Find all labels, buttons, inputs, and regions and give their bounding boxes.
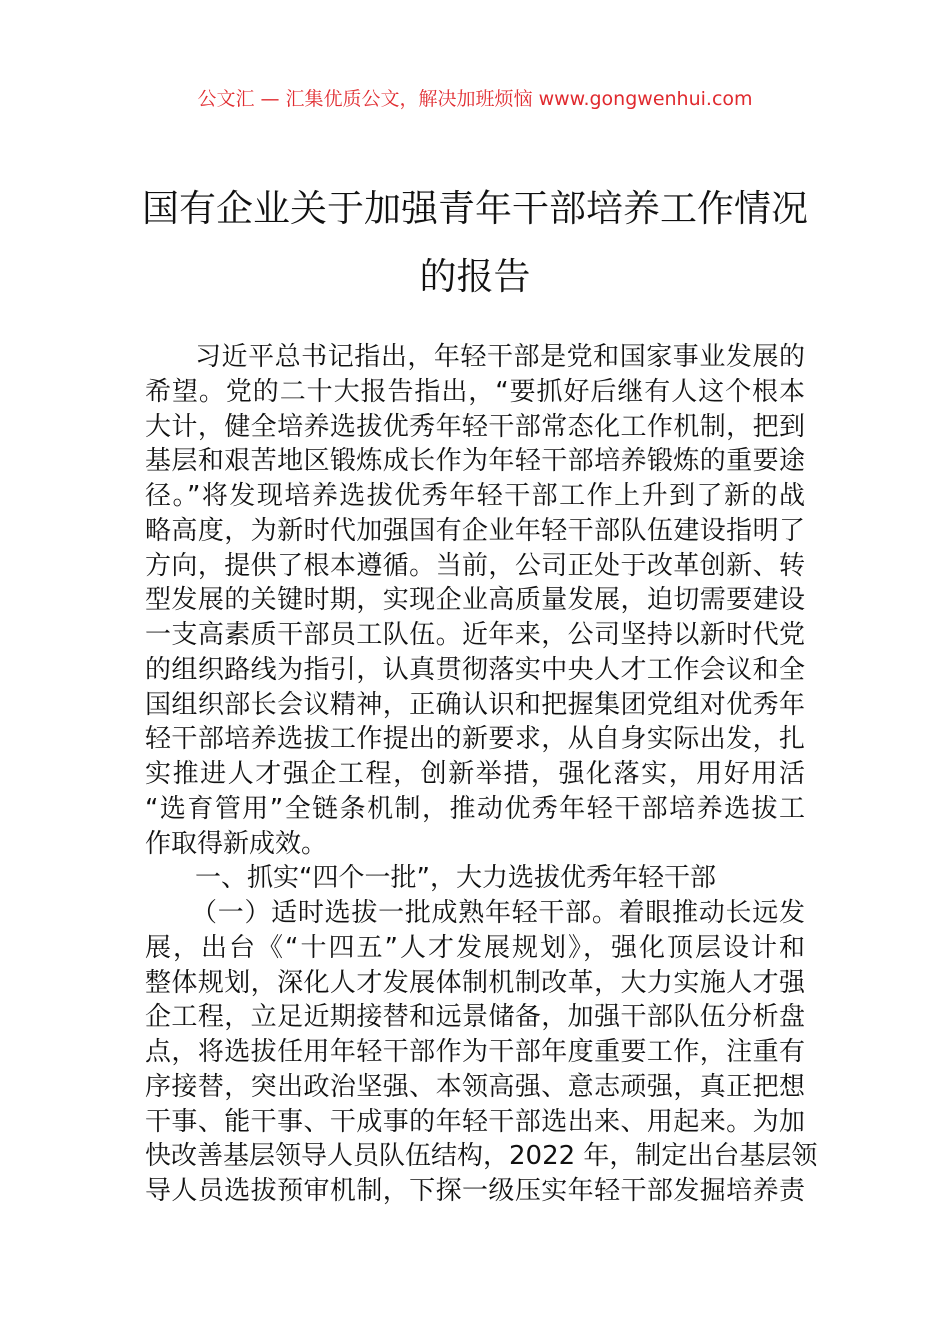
body-text-line: 国组织部长会议精神，正确认识和把握集团党组对优秀年 [145, 689, 805, 720]
body-text-line: 方向，提供了根本遵循。当前，公司正处于改革创新、转 [145, 550, 805, 581]
body-text-line: 习近平总书记指出，年轻干部是党和国家事业发展的 [195, 342, 805, 372]
body-text-line: 企工程，立足近期接替和远景储备，加强干部队伍分析盘 [145, 1002, 805, 1033]
body-text-line: 干事、能干事、干成事的年轻干部选出来、用起来。为加 [145, 1106, 805, 1137]
body-text-line: 序接替，突出政治坚强、本领高强、意志顽强，真正把想 [145, 1071, 805, 1102]
body-text-line: 轻干部培养选拔工作提出的新要求，从自身实际出发，扎 [145, 724, 805, 755]
body-text-line: 点，将选拔任用年轻干部作为干部年度重要工作，注重有 [145, 1037, 805, 1067]
body-text-line: 快改善基层领导人员队伍结构，2022 年，制定出台基层领 [145, 1141, 818, 1172]
body-text-line: 展，出台《“十四五”人才发展规划》，强化顶层设计和 [145, 932, 805, 963]
document-title-line-2: 的报告 [419, 255, 531, 298]
section-heading: 一、抓实“四个一批”，大力选拔优秀年轻干部 [195, 863, 716, 894]
body-text-line: 作取得新成效。 [145, 828, 328, 859]
body-text-line: 实推进人才强企工程，创新举措，强化落实，用好用活 [145, 759, 805, 789]
document-title-line-1: 国有企业关于加强青年干部培养工作情况 [142, 187, 808, 230]
body-text-line: 略高度，为新时代加强国有企业年轻干部队伍建设指明了 [145, 515, 805, 546]
body-text-line: （一）适时选拔一批成熟年轻干部。着眼推动长远发 [191, 898, 805, 928]
body-text-line: 型发展的关键时期，实现企业高质量发展，迫切需要建设 [145, 585, 805, 616]
body-text-line: 导人员选拔预审机制，下探一级压实年轻干部发掘培养责 [145, 1176, 805, 1206]
body-text-line: 一支高素质干部员工队伍。近年来，公司坚持以新时代党 [145, 620, 805, 650]
document-body [145, 340, 818, 1209]
body-text-line: 的组织路线为指引，认真贯彻落实中央人才工作会议和全 [145, 654, 805, 685]
body-text-line: 希望。党的二十大报告指出，“要抓好后继有人这个根本 [145, 376, 805, 407]
body-text-line: 大计，健全培养选拔优秀年轻干部常态化工作机制，把到 [145, 411, 805, 442]
body-text-line: 径。”将发现培养选拔优秀年轻干部工作上升到了新的战 [145, 481, 805, 511]
watermark-header: 公文汇 — 汇集优质公文，解决加班烦恼 www.gongwenhui.com [197, 88, 753, 110]
body-text-line: 整体规划，深化人才发展体制机制改革，大力实施人才强 [145, 967, 805, 998]
body-text-line: 基层和艰苦地区锻炼成长作为年轻干部培养锻炼的重要途 [145, 446, 805, 477]
body-text-line: “选育管用”全链条机制，推动优秀年轻干部培养选拔工 [145, 793, 805, 824]
